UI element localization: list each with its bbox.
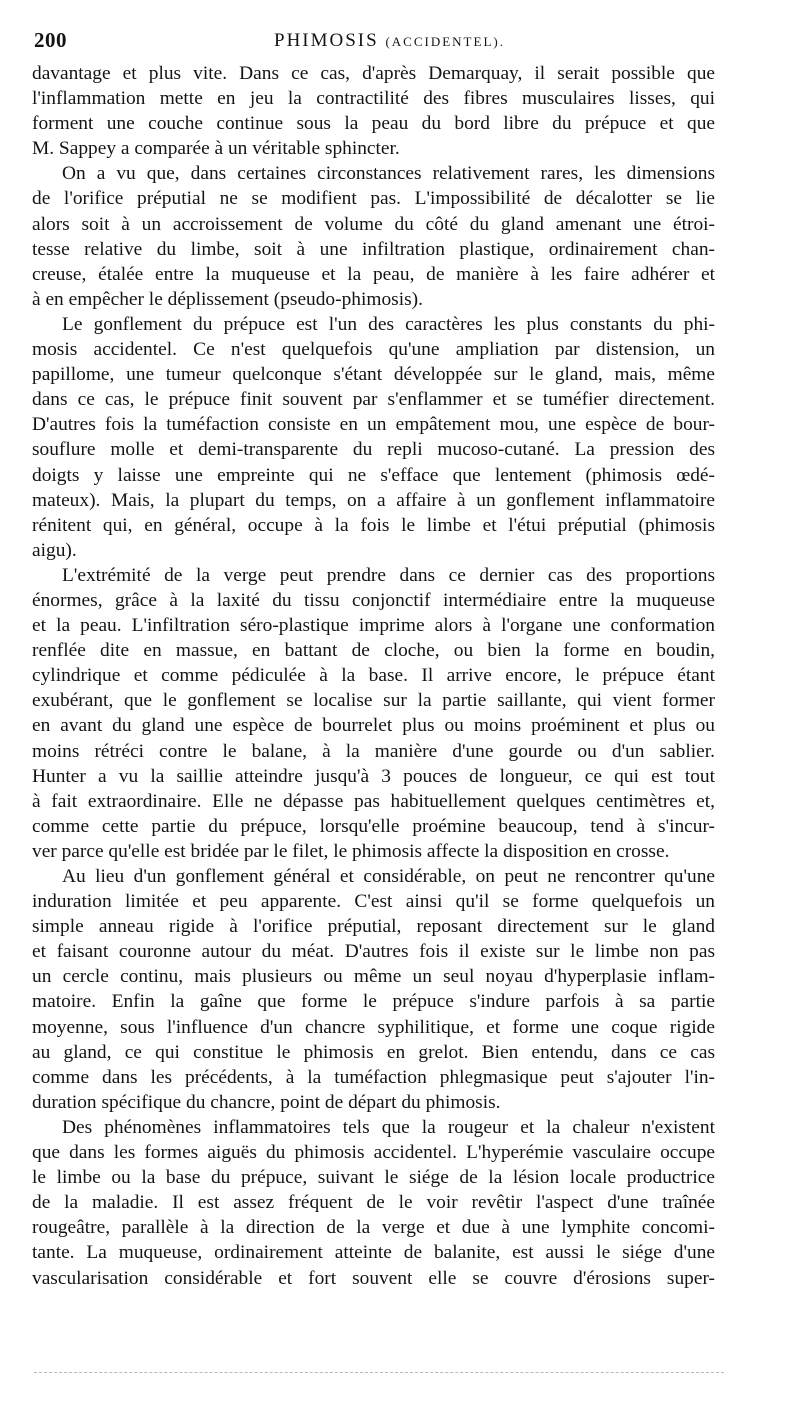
- text-line: dans ce cas, le prépuce finit souvent par s'enflammer et se tuméfier directement.: [32, 389, 715, 411]
- text-line: au gland, ce qui constitue le phimosis en grelot. Bien entendu, dans ce cas: [32, 1041, 715, 1063]
- running-title-subtitle: (ACCIDENTEL).: [385, 34, 505, 49]
- running-title: [274, 30, 505, 52]
- text-line: L'extrémité de la verge peut prendre dans ce dernier cas des proportions: [62, 564, 715, 586]
- body-text: [32, 61, 715, 1291]
- text-line: à en empêcher le déplissement (pseudo-phimosis).: [32, 288, 423, 310]
- running-title-main: PHIMOSIS: [274, 30, 379, 51]
- text-line: en avant du gland une espèce de bourrelet plus ou moins proéminent et plus ou: [32, 715, 715, 737]
- text-line: aigu).: [32, 539, 77, 561]
- text-line: simple anneau rigide à l'orifice préputial, reposant directement sur le gland: [32, 916, 715, 938]
- text-line: D'autres fois la tuméfaction consiste en un empâtement mou, une espèce de bour-: [32, 414, 715, 436]
- text-line: mosis accidentel. Ce n'est quelquefois qu'une ampliation par distension, un: [32, 339, 715, 361]
- text-line: et faisant couronne autour du méat. D'autres fois il existe sur le limbe non pas: [32, 941, 715, 963]
- text-line: de l'orifice préputial ne se modifient pas. L'impossibilité de décalotter se lie: [32, 188, 715, 210]
- text-line: davantage et plus vite. Dans ce cas, d'après Demarquay, il serait possible que: [32, 63, 715, 84]
- text-line: duration spécifique du chancre, point de départ du phimosis.: [32, 1091, 501, 1113]
- text-line: Le gonflement du prépuce est l'un des caractères les plus constants du phi-: [62, 313, 715, 335]
- text-line: comme cette partie du prépuce, lorsqu'elle proémine beaucoup, tend à s'incur-: [32, 815, 715, 837]
- text-line: rénitent qui, en général, occupe à la fois le limbe et l'étui préputial (phimosis: [32, 514, 715, 536]
- text-line: moyenne, sous l'influence d'un chancre syphilitique, et forme une coque rigide: [32, 1016, 715, 1038]
- text-line: que dans les formes aiguës du phimosis accidentel. L'hyperémie vasculaire occupe: [32, 1142, 715, 1164]
- text-line: mateux). Mais, la plupart du temps, on a affaire à un gonflement inflammatoire: [32, 489, 715, 511]
- text-line: Hunter a vu la saillie atteindre jusqu'à 3 pouces de longueur, ce qui est tout: [32, 765, 715, 787]
- text-line: comme dans les précédents, à la tuméfaction phlegmasique peut s'ajouter l'in-: [32, 1066, 715, 1088]
- text-line: et la peau. L'infiltration séro-plastique imprime alors à l'organe une conformation: [32, 615, 715, 637]
- page-header: [34, 28, 724, 58]
- text-line: M. Sappey a comparée à un véritable sphincter.: [32, 138, 400, 160]
- text-line: Des phénomènes inflammatoires tels que la rougeur et la chaleur n'existent: [62, 1116, 715, 1138]
- text-line: matoire. Enfin la gaîne que forme le prépuce s'indure parfois à sa partie: [32, 991, 715, 1013]
- page-number: 200: [34, 28, 67, 52]
- text-line: à fait extraordinaire. Elle ne dépasse pas habituellement quelques centimètres et,: [32, 790, 715, 812]
- text-line: de la maladie. Il est assez fréquent de le voir revêtir l'aspect d'une traînée: [32, 1192, 715, 1214]
- text-line: exubérant, que le gonflement se localise sur la partie saillante, qui vient former: [32, 690, 715, 712]
- text-line: vascularisation considérable et fort souvent elle se couvre d'érosions super-: [32, 1267, 715, 1289]
- text-line: doigts y laisse une empreinte qui ne s'efface que lentement (phimosis œdé-: [32, 464, 715, 486]
- text-line: On a vu que, dans certaines circonstances relativement rares, les dimensions: [62, 163, 715, 185]
- text-line: creuse, étalée entre la muqueuse et la peau, de manière à les faire adhérer et: [32, 263, 715, 285]
- text-line: ver parce qu'elle est bridée par le filet, le phimosis affecte la disposition en crosse.: [32, 840, 670, 862]
- text-line: cylindrique et comme pédiculée à la base. Il arrive encore, le prépuce étant: [32, 665, 715, 687]
- text-line: tesse relative du limbe, soit à une infiltration plastique, ordinairement chan-: [32, 238, 715, 260]
- text-line: l'inflammation mette en jeu la contractilité des fibres musculaires lisses, qui: [32, 88, 715, 110]
- text-line: Au lieu d'un gonflement général et considérable, on peut ne rencontrer qu'une: [62, 866, 715, 887]
- text-line: alors soit à un accroissement de volume du côté du gland amenant une étroi-: [32, 213, 715, 235]
- footer-divider: [34, 1372, 724, 1373]
- text-line: moins rétréci contre le balane, à la manière d'une gourde ou d'un sablier.: [32, 740, 715, 762]
- text-line: renflée dite en massue, en battant de cloche, ou bien la forme en boudin,: [32, 640, 715, 662]
- text-line: induration limitée et peu apparente. C'est ainsi qu'il se forme quelquefois un: [32, 891, 715, 913]
- text-line: forment une couche continue sous la peau du bord libre du prépuce et que: [32, 113, 715, 135]
- text-line: papillome, une tumeur quelconque s'étant développée sur le gland, mais, même: [32, 364, 715, 386]
- text-line: souflure molle et demi-transparente du repli mucoso-cutané. La pression des: [32, 439, 715, 461]
- text-line: énormes, grâce à la laxité du tissu conjonctif intermédiaire entre la muqueuse: [32, 589, 715, 611]
- text-line: le limbe ou la base du prépuce, suivant le siége de la lésion locale productrice: [32, 1167, 715, 1189]
- text-line: un cercle continu, mais plusieurs ou même un seul noyau d'hyperplasie inflam-: [32, 966, 715, 988]
- text-line: rougeâtre, parallèle à la direction de la verge et due à une lymphite concomi-: [32, 1217, 715, 1239]
- text-line: tante. La muqueuse, ordinairement atteinte de balanite, est aussi le siége d'une: [32, 1242, 715, 1264]
